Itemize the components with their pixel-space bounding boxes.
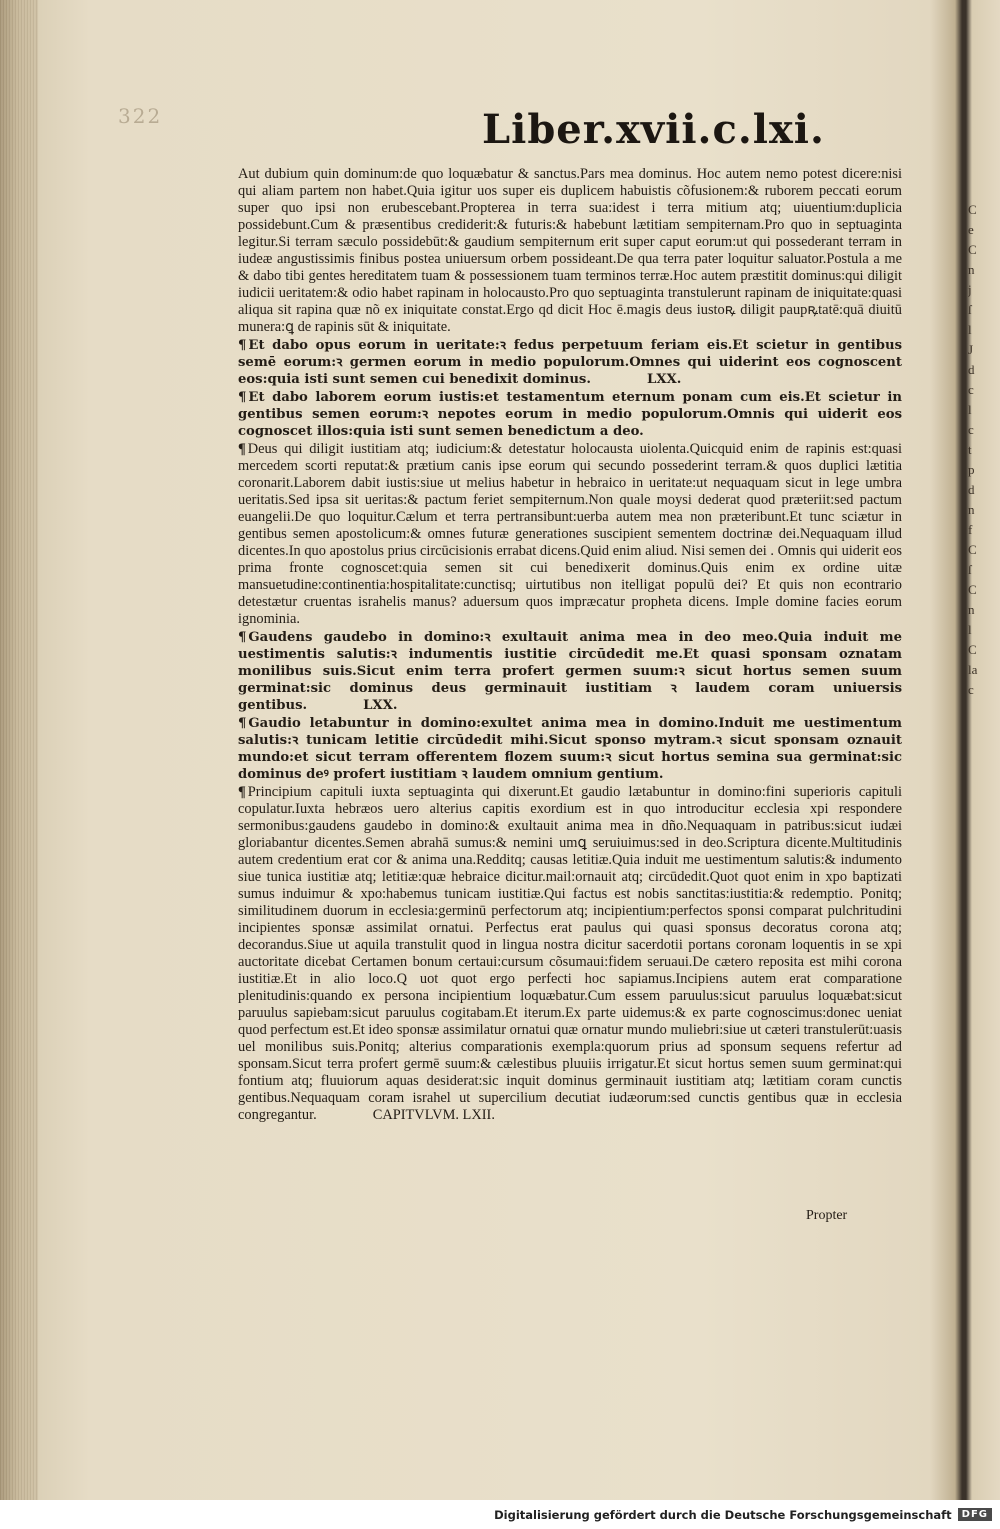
chapter-marker: LXX. <box>363 698 398 713</box>
next-page-strip <box>968 200 1000 1200</box>
next-page-fragment: C <box>968 582 977 597</box>
pilcrow-icon: ¶ <box>238 338 247 353</box>
paragraph <box>238 784 902 1124</box>
footer-bar <box>0 1500 1000 1529</box>
catchword: Propter <box>806 1208 848 1223</box>
pilcrow-icon: ¶ <box>238 784 246 800</box>
next-page-fragment: J <box>968 342 974 357</box>
next-page-fragment: n <box>968 502 975 517</box>
pilcrow-icon: ¶ <box>238 716 247 731</box>
next-page-fragment: n <box>968 602 975 617</box>
next-page-fragment: C <box>968 242 977 257</box>
paragraph-text: Principium capituli iuxta septuaginta qui dixerunt.Et gaudio lætabuntur in domino:fini superioris capituli copulatur.Iuxta hebræos uero alterius capitis exordium est in quo introducitur ecclesia xpi respondere sermonibus:gaudens gaudebo in domino:& exultauit anima mea in dño.Nequaquam in patribus:sicut iudæi gloriabantur dicentes.Semen abrahā sumus:& nemini umꝗ seruiuimus:sed in deo.Scriptura dicente.Multitudinis autem credentium erat cor & anima una.Redditq; causas letitiæ.Quia induit me uestimentum salutis:& indumento siue tunica iustitiæ atq; letitiæ:quæ hebraice dicitur.mail:ornauit atq; circūdedit.Quot quot enim in xpo baptizati sumus induimur & xpo:habemus tunicam iustitiæ.Qui factus est nobis sanctitas:iustitia:& redemptio. Ponitq; similitudinem duorum in ecclesia:germinū perfectorum atq; incipientium:perfectos sponsi comparat pulchritudini incipientes sponsæ assimilat ornatui. Perfectus erat paulus qui quasi sponsus decoratus corona atq; decorandus.Siue ut aquila transtulit quod in lingua nostra dicitur sacerdotii portans coronam loquentis in se xpi auctoritate dicebat Certamen bonum certaui:cursum cõsumaui:fidem seruaui.De cætero reposita est mihi corona iustitiæ.Et in alio loco.Q uot quot ergo perfecti hoc sapiamus.Incipiens autem erat comparatione plenitudinis:quando ex persona incipientium loquæbatur.Cum essem paruulus:sicut paruulus loquæbat:sicut paruulus sapiebam:sicut paruulus cogitabam.Et iterum.Ex parte uidemus:& ex parte cognoscimus:donec ueniat quod perfectum est.Et ideo sponsæ assimilatur ornatui quæ ornatur mundo muliebri:siue ut cæteri transtulerūt:uasis uel monilibus suis.Ponitq; alterius comparationis exempla:quorum prius ad sponsum sequens refertur ad sponsam.Sicut terra profert germē suum:& cælestibus pluuiis irrigatur.Et sicut hortus semen suum germinat:qui fontium atq; fluuiorum aquas desiderat:sic inquit dominus germinauit iustitiam atq; lætitiam coram cunctis gentibus.Nequaquam coram israhel ut supercilium decutiat iudæorum:sed cunctis gentibus quæ in ecclesia congregantur. <box>238 784 902 1123</box>
paragraph <box>238 629 902 714</box>
next-page-fragment: C <box>968 542 977 557</box>
next-page-fragment: e <box>968 222 974 237</box>
next-page-fragment: l <box>968 322 972 337</box>
paragraph-text: Et dabo opus eorum in ueritate:ꝛ fedus perpetuum feriam eis.Et scietur in gentibus semē eorum:ꝛ germen eorum in medio populorum.Omnes qui uiderint eos cognoscent eos:quia isti sunt semen cui benedixit dominus. <box>238 338 902 387</box>
page-edge <box>0 0 38 1500</box>
footer-credit: Digitalisierung gefördert durch die Deutsche Forschungsgemeinschaft <box>494 1507 952 1522</box>
dfg-logo: DFG <box>958 1508 992 1521</box>
running-head: Liber.xvii.c.lxi. <box>482 106 825 153</box>
next-page-fragment: ſ <box>968 302 972 317</box>
next-page-fragment: n <box>968 262 975 277</box>
next-page-fragment: d <box>968 362 975 377</box>
next-page-fragment: la <box>968 662 978 677</box>
paragraph <box>238 389 902 440</box>
next-page-fragment: C <box>968 642 977 657</box>
next-page-fragment: j <box>968 282 972 297</box>
paragraph <box>238 337 902 388</box>
folio-ghost: 322 <box>118 104 163 128</box>
paragraph-text: Et dabo laborem eorum iustis:et testamentum eternum ponam cum eis.Et scietur in gentibus semen eorum:ꝛ nepotes eorum in medio populorum.Omnis qui uiderit eos cognoscet illos:quia isti sunt semen benedictum a deo. <box>238 390 902 439</box>
next-page-fragment: l <box>968 622 972 637</box>
next-page-fragment: p <box>968 462 975 477</box>
paragraph <box>238 441 902 628</box>
next-page-fragment: ſ <box>968 562 972 577</box>
paragraph-text: Deus qui diligit iustitiam atq; iudicium:& detestatur holocausta uiolenta.Quicquid enim de rapinis est:quasi mercedem scorti reputat:& prætium canis ipse eorum qui secundo possederint terram.& quos duplici lætitia coronarit.Laborem dabit iustis:siue ut melius habetur in hebraico in ueritate:ut nequaquam sicut in lege umbra ueritatis.Sed ipsa sit ueritas:& pactum feriet sempiternum.Non quale moysi dederat quod præteriit:sed pactum euangelii.De quo loquitur.Cælum et terra pertransibunt:uerba autem mea non præteribunt.Et tunc sciætur in gentibus semen apostolicum:& omnes futuræ generationes suscipient sementem doctrinæ dei.Nequaquam illud dicentes.In quo apostolus prius circūcisionis errabat dicens.Quid enim aliud. Nisi semen dei . Omnis qui uiderit eos prima fronte cognoscet:quia semen sit cui benedixerit dominus.Quis enim ex ordine uitæ mansuetudine:continentia:hospitalitate:cunctisq; uirtutibus non itelligat populū dei? Et quis non econtrario detestætur cruentas israhelis manus? aduersum quos impræcatur propheta dicens. Imple domine facies eorum ignominia. <box>238 441 902 627</box>
next-page-fragment: l <box>968 402 972 417</box>
pilcrow-icon: ¶ <box>238 630 247 645</box>
next-page-fragment: c <box>968 422 974 437</box>
paragraph-text: Gaudens gaudebo in domino:ꝛ exultauit anima mea in deo meo.Quia induit me uestimentis salutis:ꝛ indumentis iustitie circūdedit me.Et quasi sponsam oznatam monilibus suis.Sicut enim terra profert germen suum:ꝛ sicut hortus semen suum germinat:sic dominus deus germinauit iustitiam ꝛ laudem coram uniuersis gentibus. <box>238 630 902 713</box>
next-page-fragment: c <box>968 382 974 397</box>
paragraph-text: Gaudio letabuntur in domino:exultet anima mea in domino.Induit me uestimentum salutis:ꝛ tunicam letitie circūdedit mihi.Sicut sponso mytram.ꝛ sicut sponsam oznauit mundo:et sicut terram offerentem flozem suum:ꝛ sicut hortus semina sua germinat:sic dominus deꝰ profert iustitiam ꝛ laudem omnium gentium. <box>238 716 902 782</box>
next-page-fragment: f <box>968 522 973 537</box>
paragraph-text: Aut dubium quin dominum:de quo loquæbatur & sanctus.Pars mea dominus. Hoc autem nemo potest dicere:nisi qui aliam partem non habet.Quia igitur uos super eis duplicem habuistis cõfusionem:& ruborem peccati eorum super quo ipsi non erubescebant.Propterea in terra sua:idest i terra mitium atq; uiuentium:duplicia possidebunt.Cum & præsentibus crediderit:& futuris:& habebunt lætitiam sempiternam.Pro quo in septuaginta legitur.Si terram sæculo possidebūt:& gaudium sempiternum erit super caput eorum:ut qui possederant terram in iudeæ angustissimis finibus postea uniuersum orbem possideant.De qua terra pater loquitur saluator.Postula a me & dabo tibi gentes hereditatem tuam & possessionem tuam terminos terræ.Hoc autem præstitit dominus:qui diligit iudicii ueritatem:& odio habet rapinam in holocausto.Pro quo septuaginta transtulerunt rapinam de iniquitate:quasi aliqua sit rapina quæ nõ ex iniquitate constat.Ergo qd dicit Hoc ē.magis deus iustoꝶ diligit paupꝶtatē:quā diuitū munera:ꝗ de rapinis sūt & iniquitate. <box>238 166 902 335</box>
chapter-marker: CAPITVLVM. LXII. <box>372 1107 495 1123</box>
paragraph <box>238 166 902 336</box>
pilcrow-icon: ¶ <box>238 441 246 457</box>
chapter-marker: LXX. <box>646 372 682 387</box>
next-page-fragment: t <box>968 442 972 457</box>
pilcrow-icon: ¶ <box>238 390 247 405</box>
next-page-fragment: C <box>968 202 977 217</box>
text-block <box>238 166 902 1125</box>
next-page-fragment: c <box>968 682 974 697</box>
next-page-fragment: d <box>968 482 975 497</box>
paragraph <box>238 715 902 783</box>
